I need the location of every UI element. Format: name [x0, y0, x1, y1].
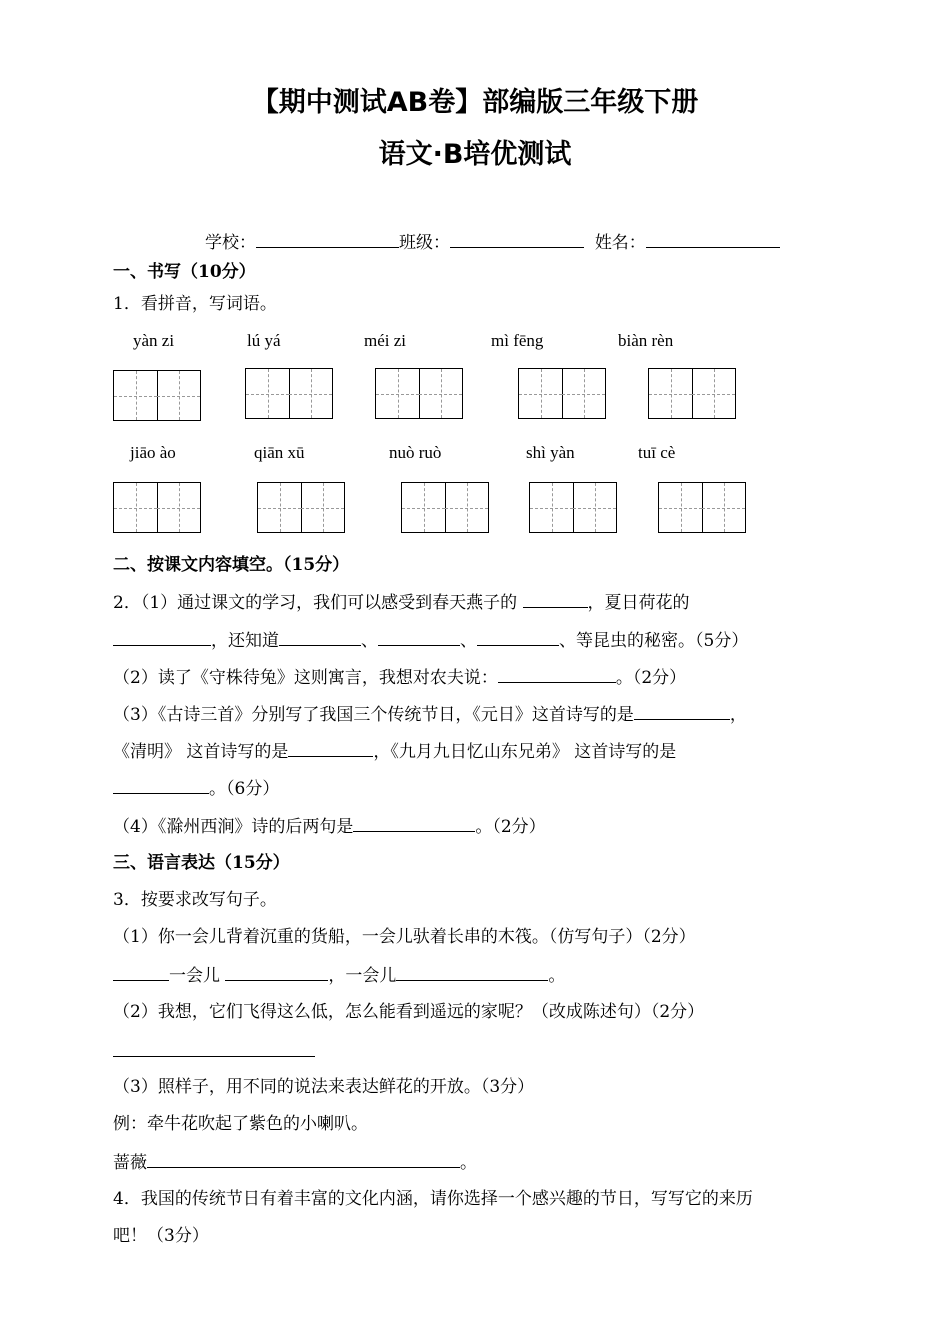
question-text: 3．按要求改写句子。: [113, 890, 277, 910]
question-text: ，一会儿: [328, 966, 397, 986]
writing-grid[interactable]: [257, 482, 345, 533]
writing-grid[interactable]: [375, 368, 463, 419]
question-text: ，还知道: [211, 631, 279, 651]
question-line: [113, 816, 546, 837]
question-text: 。（6分）: [209, 779, 280, 799]
school-blank[interactable]: [256, 232, 399, 248]
pinyin-label: tuī cè: [638, 443, 676, 462]
question-text: （4）《滁州西涧》诗的后两句是: [113, 817, 354, 837]
answer-blank[interactable]: [147, 1152, 460, 1168]
question-text: （2）读了《守株待兔》这则寓言，我想对农夫说：: [113, 668, 498, 688]
pinyin-label: biàn rèn: [618, 331, 674, 350]
question-text: ，: [729, 705, 747, 725]
pinyin-label: méi zi: [364, 331, 407, 350]
pinyin-label: nuò ruò: [389, 443, 442, 462]
answer-blank[interactable]: [634, 704, 730, 720]
answer-blank[interactable]: [279, 630, 361, 646]
question-text: 、等昆虫的秘密。（5分）: [559, 631, 749, 651]
question-line: [113, 592, 690, 613]
question-text: 一会儿: [169, 966, 220, 986]
question-text: 、: [361, 631, 378, 651]
name-blank[interactable]: [646, 232, 780, 248]
answer-blank[interactable]: [498, 667, 616, 683]
question-text: 、: [460, 631, 477, 651]
question-text: 蔷薇: [113, 1153, 147, 1173]
question-line: [113, 778, 279, 799]
question-text: （3）照样子，用不同的说法来表达鲜花的开放。（3分）: [113, 1077, 535, 1097]
page-title: 【期中测试AB卷】部编版三年级下册: [251, 87, 699, 118]
pinyin-label: lú yá: [247, 331, 281, 350]
question-text: 4．我国的传统节日有着丰富的文化内涵，请你选择一个感兴趣的节日，写写它的来历: [113, 1189, 753, 1209]
question-text: 。: [460, 1153, 477, 1173]
example-text: 例：牵牛花吹起了紫色的小喇叭。: [113, 1114, 368, 1134]
writing-grid[interactable]: [518, 368, 606, 419]
answer-blank[interactable]: [113, 965, 169, 981]
pinyin-label: jiāo ào: [130, 443, 176, 462]
pinyin-label: mì fēng: [491, 331, 544, 350]
question-text: 。: [548, 966, 566, 986]
page-subtitle: 语文·B培优测试: [378, 139, 572, 170]
question-text: （3）《古诗三首》分别写了我国三个传统节日，《元日》这首诗写的是: [113, 705, 634, 725]
question-text: ，夏日荷花的: [587, 593, 690, 613]
school-label: 学校：: [205, 233, 256, 253]
question-text: ，《九月九日忆山东兄弟》 这首诗写的是: [373, 742, 677, 762]
question-line: [113, 1152, 477, 1173]
question-line: [113, 741, 676, 762]
section-heading: 二、按课文内容填空。（15分）: [113, 555, 350, 575]
answer-blank[interactable]: [288, 741, 373, 757]
question-line: [113, 630, 748, 651]
class-blank[interactable]: [450, 232, 584, 248]
question-text: （2）我想，它们飞得这么低，怎么能看到遥远的家呢？（改成陈述句）（2分）: [113, 1002, 705, 1022]
name-label: 姓名：: [594, 233, 646, 253]
pinyin-label: yàn zi: [133, 331, 175, 350]
question-line: [113, 704, 747, 725]
question-text: 1．看拼音，写词语。: [113, 294, 277, 314]
info-line: [205, 232, 780, 253]
answer-line[interactable]: [113, 1056, 315, 1057]
pinyin-label: shì yàn: [526, 443, 575, 462]
question-text: （1）你一会儿背着沉重的货船，一会儿驮着长串的木筏。（仿写句子）（2分）: [113, 927, 696, 947]
question-text: 。（2分）: [615, 668, 687, 688]
answer-blank[interactable]: [477, 630, 559, 646]
writing-grid[interactable]: [401, 482, 489, 533]
writing-grid[interactable]: [658, 482, 746, 533]
question-text: 2．（1）通过课文的学习，我们可以感受到春天燕子的: [113, 593, 518, 613]
answer-blank[interactable]: [353, 816, 475, 832]
question-text: 《清明》 这首诗写的是: [113, 742, 289, 762]
pinyin-label: qiān xū: [254, 443, 305, 462]
question-text: 。（2分）: [475, 817, 546, 837]
section-heading: 三、语言表达（15分）: [113, 853, 290, 873]
answer-blank[interactable]: [378, 630, 460, 646]
answer-blank[interactable]: [113, 778, 209, 794]
class-label: 班级：: [399, 233, 450, 253]
question-line: [113, 965, 565, 986]
answer-blank[interactable]: [225, 965, 328, 981]
question-line: [113, 667, 686, 688]
answer-blank[interactable]: [113, 630, 211, 646]
writing-grid[interactable]: [529, 482, 617, 533]
writing-grid[interactable]: [113, 482, 201, 533]
writing-grid[interactable]: [245, 368, 333, 419]
writing-grid[interactable]: [113, 370, 201, 421]
question-text: 吧！（3分）: [113, 1226, 209, 1246]
answer-blank[interactable]: [523, 592, 588, 608]
answer-blank[interactable]: [396, 965, 548, 981]
writing-grid[interactable]: [648, 368, 736, 419]
section-heading: 一、书写（10分）: [113, 262, 256, 282]
